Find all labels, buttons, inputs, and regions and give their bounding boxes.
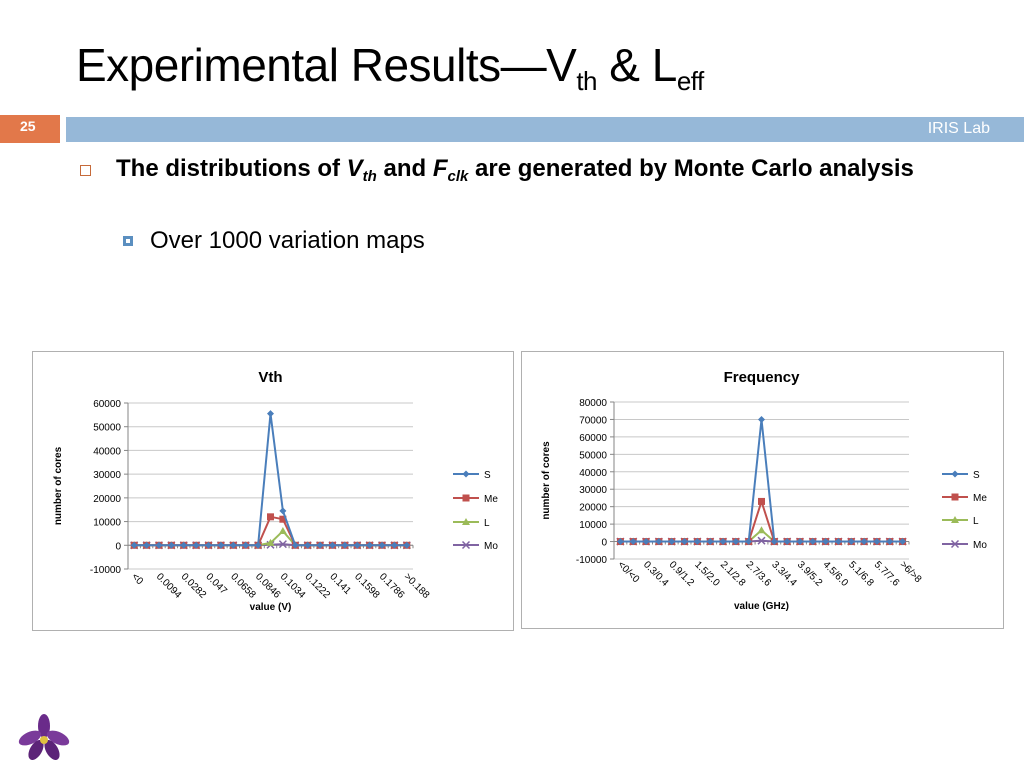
header-bar: [66, 117, 1024, 142]
bullet-checkbox-icon: [80, 165, 91, 176]
legend-label-Me: Me: [484, 494, 498, 505]
x-tick-label: 0.9/1.2: [666, 559, 697, 589]
title-sub-th: th: [576, 66, 597, 96]
y-tick-label: 20000: [579, 502, 607, 514]
iris-flower-logo-icon: [16, 712, 72, 764]
bullet-1-v-sub: th: [362, 168, 377, 185]
x-tick-label: <0: [129, 571, 145, 588]
x-tick-label: 4.5/6.0: [820, 559, 850, 589]
x-tick-label: 2.7/3.6: [743, 559, 773, 589]
legend-label-L: L: [484, 518, 490, 529]
y-tick-label: -10000: [575, 555, 607, 566]
y-tick-label: 40000: [93, 446, 121, 458]
series-line-Me: [620, 501, 902, 541]
legend-marker-Me: [952, 494, 959, 501]
y-tick-label: 30000: [579, 485, 607, 497]
data-point-L: [758, 526, 766, 533]
y-axis-label: number of cores: [53, 446, 64, 526]
x-tick-label: >0.188: [401, 571, 432, 601]
x-axis-label: value (V): [249, 602, 292, 613]
x-tick-label: 3.9/5.2: [794, 559, 825, 589]
x-tick-label: 0.1034: [277, 571, 308, 601]
sub-bullet-square-icon: [123, 236, 133, 246]
bullet-1: [116, 152, 996, 193]
x-tick-label: 0.1598: [352, 571, 382, 601]
y-tick-label: -10000: [89, 565, 121, 576]
x-tick-label: 0.1786: [376, 571, 407, 601]
y-tick-label: 60000: [579, 432, 607, 444]
x-tick-label: 0.0658: [228, 571, 258, 601]
frequency-chart-panel: [521, 351, 1004, 629]
y-tick-label: 50000: [579, 450, 607, 462]
x-tick-label: >6/>8: [897, 559, 924, 586]
x-tick-label: 0.3/0.4: [640, 559, 671, 589]
bullet-1-part3: are generated by Monte Carlo analysis: [468, 155, 914, 182]
data-point-S: [267, 410, 274, 417]
x-tick-label: 5.7/7.6: [871, 559, 902, 589]
data-point-S: [279, 507, 286, 514]
lab-name: IRIS Lab: [927, 120, 990, 137]
x-tick-label: 0.0094: [153, 571, 184, 601]
x-axis-label: value (GHz): [733, 601, 790, 612]
legend-marker-S: [952, 471, 959, 478]
y-tick-label: 10000: [579, 520, 607, 532]
slide-title: [76, 38, 704, 97]
legend-label-S: S: [973, 470, 980, 481]
legend-label-Mo: Mo: [484, 541, 498, 552]
data-point-S: [758, 416, 765, 423]
x-tick-label: 3.3/4.4: [769, 559, 799, 589]
legend-marker-S: [463, 471, 470, 478]
data-point-Me: [267, 513, 274, 520]
data-point-Me: [758, 498, 765, 505]
title-main: Experimental Results—V: [76, 39, 577, 91]
x-tick-label: 0.141: [327, 571, 353, 597]
x-tick-label: 0.1222: [302, 571, 332, 601]
legend-marker-Me: [463, 495, 470, 502]
x-tick-label: 0.047: [203, 571, 229, 597]
y-tick-label: 20000: [93, 493, 121, 505]
bullet-1-v: V: [346, 155, 363, 182]
title-sub-eff: eff: [676, 66, 704, 96]
vth-chart-panel: [32, 351, 514, 631]
y-tick-label: 80000: [579, 398, 607, 409]
y-tick-label: 10000: [93, 517, 121, 529]
data-point-L: [279, 527, 287, 534]
x-tick-label: 0.0846: [252, 571, 283, 601]
y-tick-label: 40000: [579, 467, 607, 479]
bullet-2: Over 1000 variation maps: [150, 227, 425, 254]
x-tick-label: 5.1/6.8: [846, 559, 876, 589]
legend-label-Mo: Mo: [973, 540, 987, 551]
legend-label-L: L: [973, 516, 979, 527]
y-tick-label: 50000: [93, 422, 121, 434]
x-tick-label: 2.1/2.8: [717, 559, 748, 589]
y-tick-label: 60000: [93, 399, 121, 410]
page-number: 25: [20, 118, 36, 134]
title-mid: & L: [597, 39, 677, 91]
page-number-box: [0, 115, 60, 143]
vth-chart: [33, 352, 513, 630]
chart-title: Vth: [258, 369, 283, 386]
bullet-1-f: F: [432, 155, 448, 182]
bullet-1-part2: and: [376, 155, 433, 182]
x-tick-label: 0.0282: [178, 571, 209, 601]
series-line-S: [134, 414, 407, 546]
bullet-1-f-sub: clk: [447, 168, 469, 185]
y-tick-label: 70000: [579, 415, 607, 427]
y-tick-label: 0: [115, 541, 121, 553]
x-tick-label: 1.5/2.0: [692, 559, 722, 589]
chart-title: Frequency: [723, 369, 800, 386]
legend-label-S: S: [484, 470, 491, 481]
y-tick-label: 0: [601, 537, 607, 549]
y-tick-label: 30000: [93, 470, 121, 482]
series-line-S: [620, 419, 902, 541]
frequency-chart: [522, 352, 1003, 628]
bullet-1-part1: The distributions of: [116, 155, 347, 182]
legend-label-Me: Me: [973, 493, 987, 504]
x-tick-label: <0/<0: [615, 559, 642, 586]
y-axis-label: number of cores: [541, 441, 552, 520]
